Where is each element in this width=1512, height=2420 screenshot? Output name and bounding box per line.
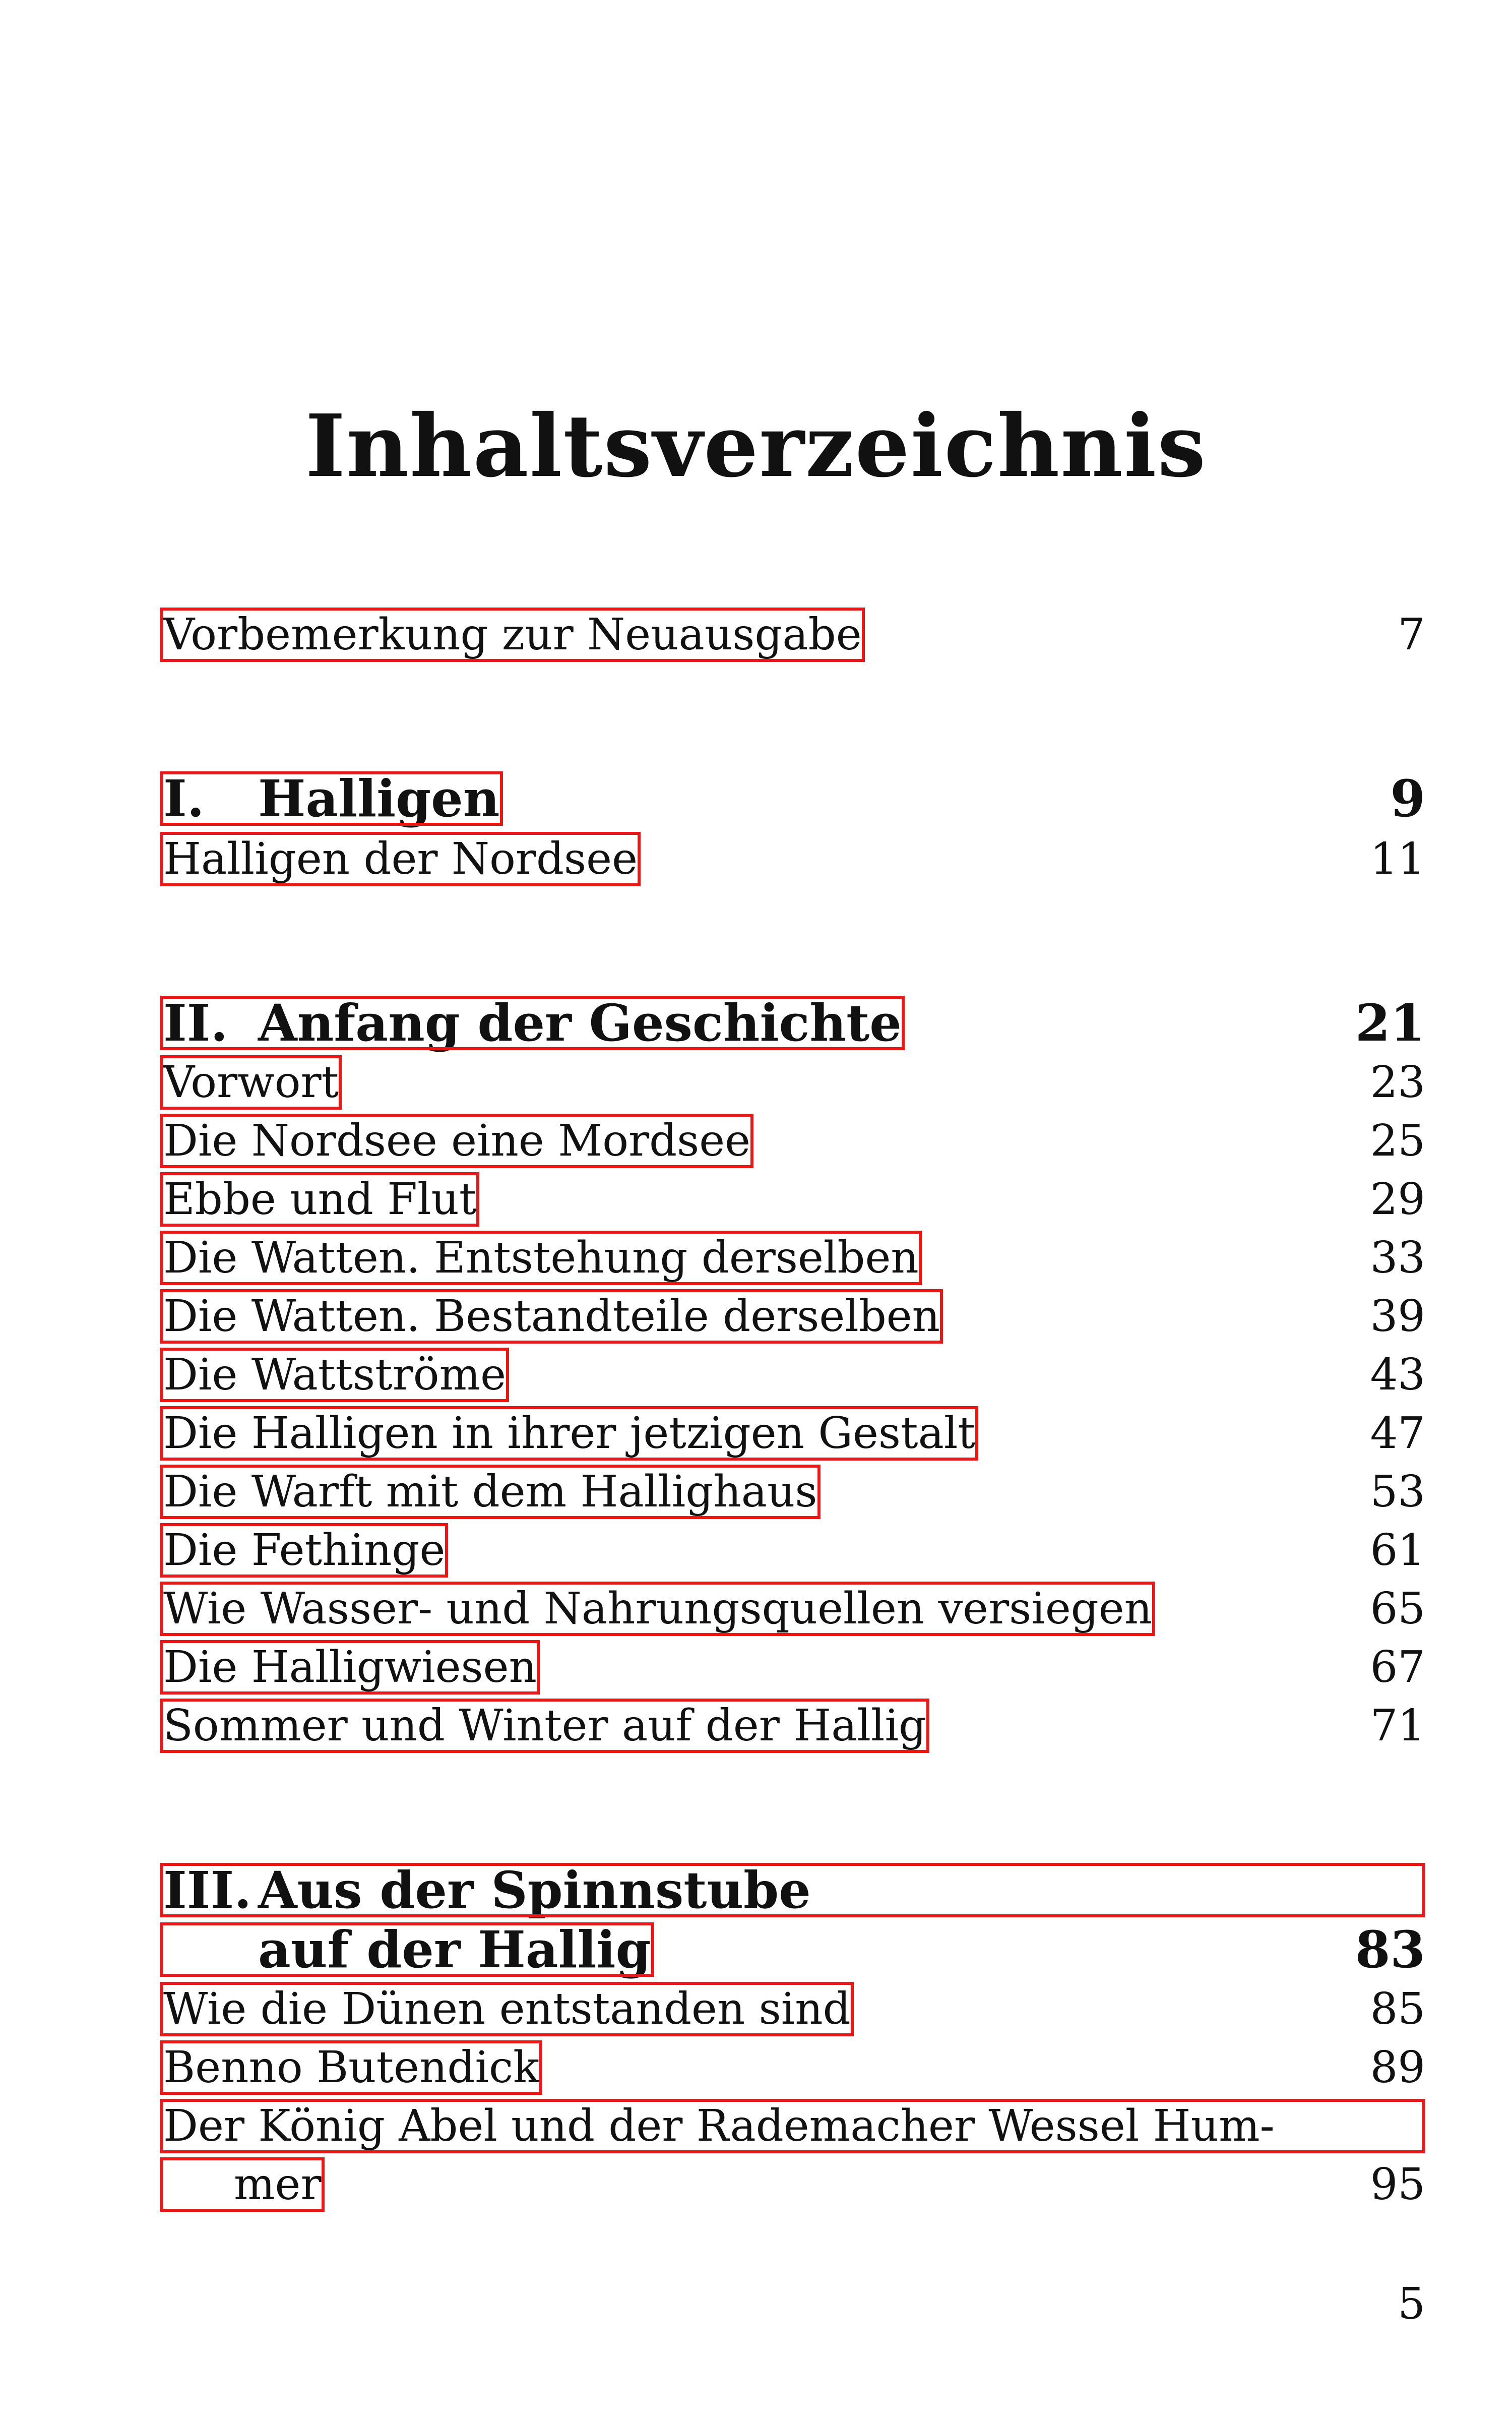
page-number: 5: [1398, 2279, 1425, 2329]
toc-entry-page: 67: [1370, 1642, 1425, 1692]
toc-part-title: Anfang der Geschichte: [258, 993, 902, 1053]
toc-entry-page: 33: [1370, 1233, 1425, 1283]
toc-entry-label[interactable]: Halligen der Nordsee: [160, 832, 641, 886]
toc-entry-label[interactable]: Die Watten. Bestandteile derselben: [160, 1289, 943, 1344]
toc-entry-page: 23: [1370, 1057, 1425, 1108]
toc-entry[interactable]: [160, 1982, 1425, 2036]
toc-entry-page: 39: [1370, 1291, 1425, 1342]
toc-part-title: Aus der Spinnstube: [258, 1860, 811, 1920]
toc-entry-label[interactable]: Die Halligen in ihrer jetzigen Gestalt: [160, 1406, 978, 1461]
toc-entry-page: 11: [1370, 834, 1425, 884]
toc-entry-page: 89: [1370, 2042, 1425, 2093]
toc-entry-label[interactable]: Die Nordsee eine Mordsee: [160, 1114, 753, 1168]
toc-entry-label[interactable]: Die Wattströme: [160, 1348, 509, 1402]
toc-entry-label-continued[interactable]: [160, 2157, 325, 2212]
toc-entry-page: 61: [1370, 1525, 1425, 1576]
toc-part-heading[interactable]: [160, 993, 905, 1053]
toc-entry-label[interactable]: Ebbe und Flut: [160, 1172, 479, 1227]
toc-part-2[interactable]: [160, 993, 1425, 1053]
toc-part-page: 21: [1355, 993, 1425, 1053]
toc-entry[interactable]: [160, 1699, 1425, 1753]
toc-entry-label[interactable]: Die Halligwiesen: [160, 1640, 540, 1695]
toc-entry[interactable]: [160, 1348, 1425, 1402]
toc-part-3-line2[interactable]: [160, 1922, 1425, 1977]
toc-part-number: I.: [163, 769, 205, 828]
toc-entry-line2[interactable]: [160, 2157, 1425, 2212]
toc-entry[interactable]: [160, 1640, 1425, 1695]
toc-entry-label-text: mer: [234, 2159, 322, 2210]
toc-entry-label[interactable]: Die Watten. Entstehung derselben: [160, 1231, 922, 1285]
toc-entry[interactable]: [160, 832, 1425, 886]
toc-part-title: auf der Hallig: [258, 1920, 651, 1979]
toc-entry[interactable]: [160, 1055, 1425, 1110]
toc-entry[interactable]: [160, 1114, 1425, 1168]
toc-entry[interactable]: [160, 1289, 1425, 1344]
toc-entry-page: 53: [1370, 1467, 1425, 1517]
toc-entry-label[interactable]: Die Warft mit dem Hallighaus: [160, 1465, 821, 1519]
toc-entry-page: 43: [1370, 1350, 1425, 1400]
toc-entry-label[interactable]: Sommer und Winter auf der Hallig: [160, 1699, 929, 1753]
toc-entry-page: 7: [1398, 610, 1425, 660]
toc-entry-page: 25: [1370, 1116, 1425, 1166]
toc-entry-page: 47: [1370, 1408, 1425, 1459]
toc-entry-page: 65: [1370, 1584, 1425, 1634]
toc-entry[interactable]: [160, 1582, 1425, 1636]
toc-entry-label[interactable]: Benno Butendick: [160, 2040, 542, 2095]
toc-part-number: III.: [163, 1860, 252, 1920]
toc-part-page: 9: [1390, 769, 1425, 828]
toc-entry-page: 95: [1370, 2159, 1425, 2210]
toc-entry-line1[interactable]: [160, 2099, 1425, 2153]
toc-entry[interactable]: [160, 1465, 1425, 1519]
toc-part-1[interactable]: [160, 771, 1425, 826]
toc-part-3-line1[interactable]: [160, 1860, 1425, 1920]
toc-part-heading[interactable]: [160, 1860, 1425, 1920]
toc-part-page: 83: [1355, 1920, 1425, 1979]
toc-entry[interactable]: [160, 1172, 1425, 1227]
toc-entry-page: 29: [1370, 1174, 1425, 1225]
toc-entry[interactable]: [160, 1523, 1425, 1578]
toc-entry[interactable]: [160, 1406, 1425, 1461]
toc-entry-label[interactable]: Die Fethinge: [160, 1523, 448, 1578]
toc-entry-label[interactable]: Der König Abel und der Rademacher Wessel Hum-: [160, 2099, 1425, 2153]
toc-part-heading-continued[interactable]: [160, 1922, 654, 1977]
toc-entry-page: 85: [1370, 1984, 1425, 2034]
page-title: Inhaltsverzeichnis: [305, 396, 1207, 497]
toc-part-number: II.: [163, 993, 228, 1053]
toc-part-title: Halligen: [258, 769, 500, 828]
toc-entry-label[interactable]: Vorbemerkung zur Neuausgabe: [160, 608, 865, 662]
toc-entry-label[interactable]: Vorwort: [160, 1055, 342, 1110]
toc-entry-page: 71: [1370, 1701, 1425, 1751]
toc-entry-foreword[interactable]: [160, 608, 1425, 662]
toc-entry[interactable]: [160, 1231, 1425, 1285]
toc-entry-label[interactable]: Wie Wasser- und Nahrungsquellen versiegen: [160, 1582, 1155, 1636]
toc-part-heading[interactable]: [160, 771, 503, 826]
toc-entry[interactable]: [160, 2040, 1425, 2095]
toc-entry-label[interactable]: Wie die Dünen entstanden sind: [160, 1982, 854, 2036]
